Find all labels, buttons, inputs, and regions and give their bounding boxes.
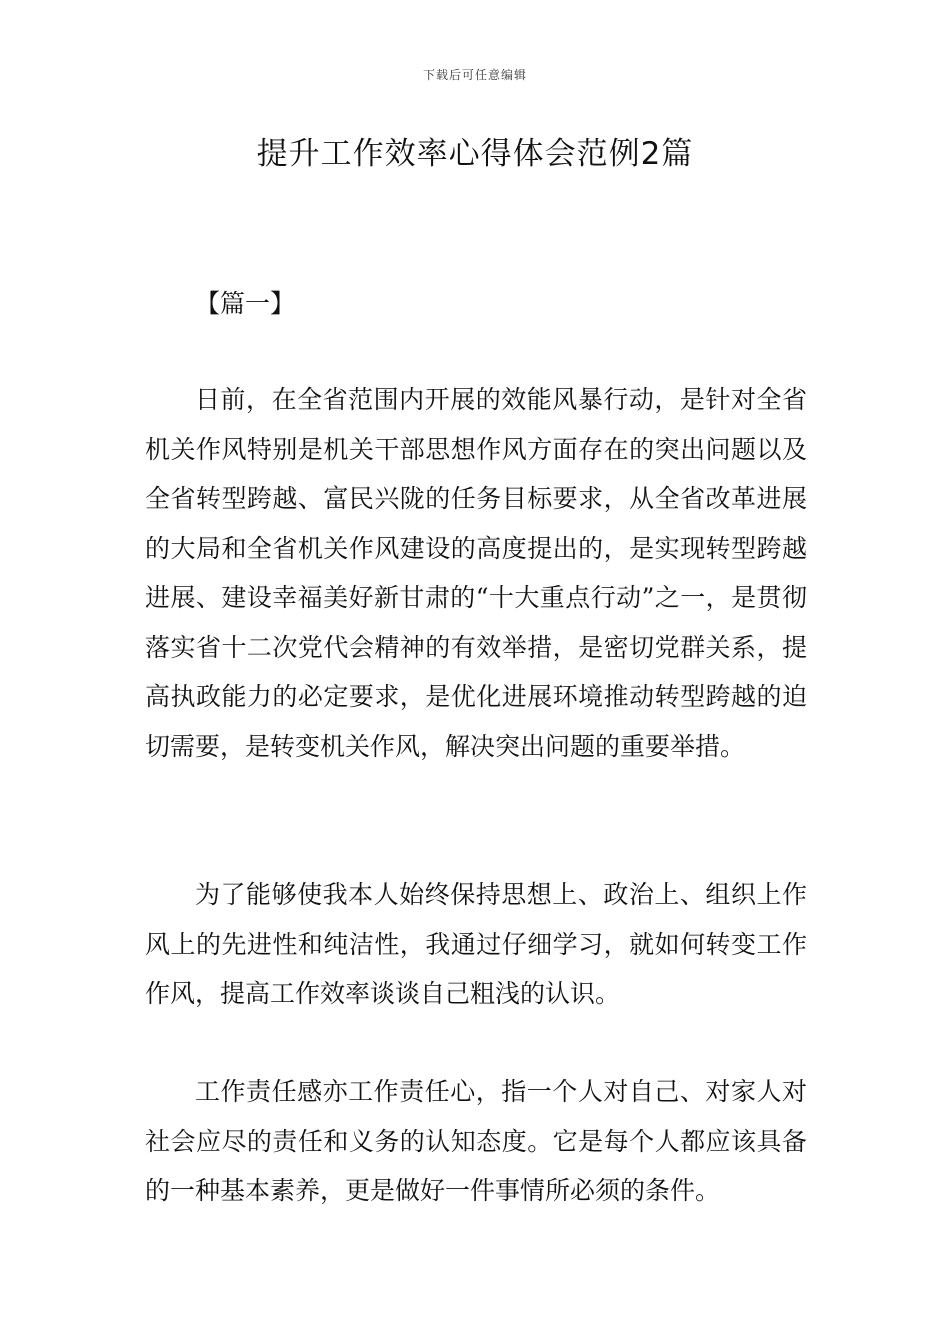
paragraph-3: 工作责任感亦工作责任心，指一个人对自己、对家人对社会应尽的责任和义务的认知态度。它是每个人都应该具备的一种基本素养，更是做好一件事情所必须的条件。	[145, 1077, 807, 1205]
document-title: 提升工作效率心得体会范例2篇	[256, 136, 694, 172]
paragraph-1: 日前，在全省范围内开展的效能风暴行动，是针对全省机关作风特别是机关干部思想作风方面存在的突出问题以及全省转型跨越、富民兴陇的任务目标要求，从全省改革进展的大局和全省机关作风建设的高度提出的，是实现转型跨越进展、建设幸福美好新甘肃的“十大重点行动”之一，是贯彻落实省十二次党代会精神的有效举措，是密切党群关系，提高执政能力的必定要求，是优化进展环境推动转型跨越的迫切需要，是转变机关作风，解决突出问题的重要举措。	[145, 385, 807, 761]
paragraph-2: 为了能够使我本人始终保持思想上、政治上、组织上作风上的先进性和纯洁性，我通过仔细学习，就如何转变工作作风，提高工作效率谈谈自己粗浅的认识。	[145, 880, 807, 1008]
section-label: 【篇一】	[195, 289, 296, 318]
header-note: 下载后可任意编辑	[422, 68, 527, 82]
